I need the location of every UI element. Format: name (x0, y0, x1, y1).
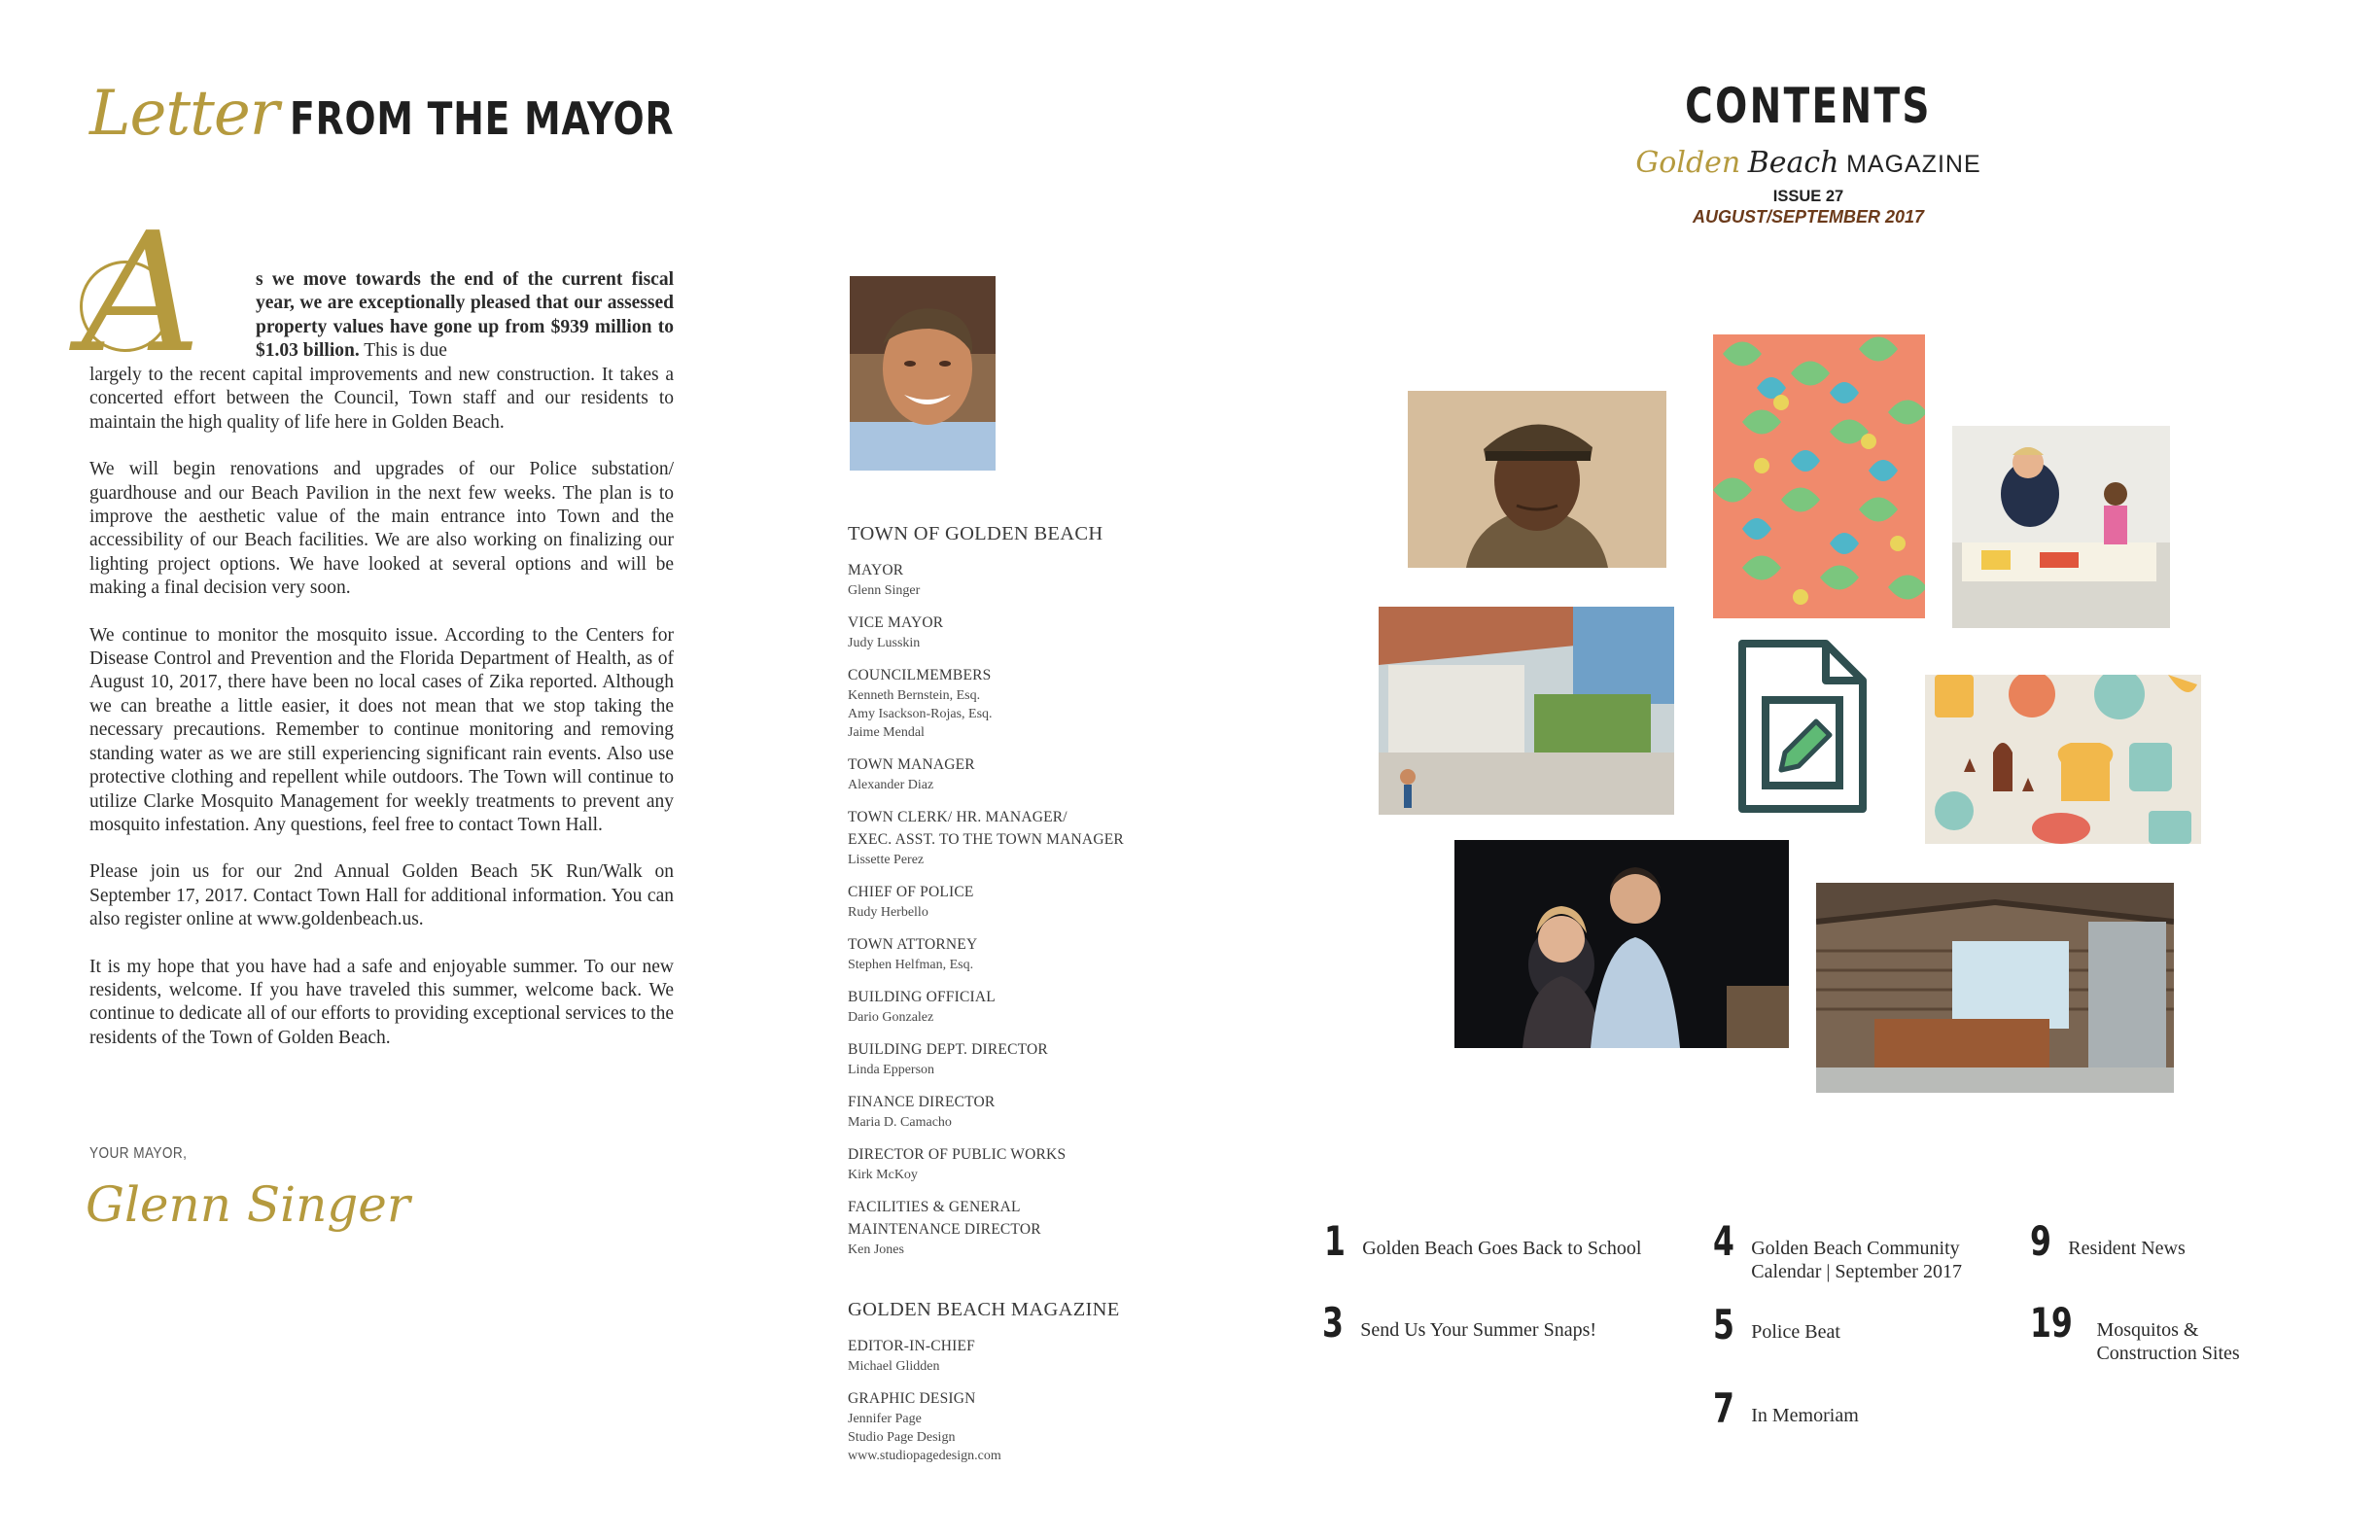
official-role (848, 1038, 1178, 1079)
issue-number: ISSUE 27 (1772, 188, 1844, 205)
role-title: MAYOR (848, 562, 904, 578)
official-role (848, 1196, 1178, 1259)
official-role (848, 933, 1178, 974)
dropcap: A (82, 197, 201, 390)
toc-number: 1 (1324, 1217, 1346, 1265)
school-photo (1952, 426, 2170, 628)
toc-number: 9 (2030, 1217, 2051, 1265)
role-title: FACILITIES & GENERAL MAINTENANCE DIRECTOR (848, 1199, 1041, 1238)
leaf-pattern-image (1713, 334, 1925, 618)
document-edit-icon (1736, 638, 1869, 815)
role-title: TOWN CLERK/ HR. MANAGER/ EXEC. ASST. TO THE TOWN MANAGER (848, 809, 1124, 848)
role-name: Jennifer Page Studio Page Design www.studiopagedesign.com (848, 1412, 1001, 1463)
official-role (848, 612, 1178, 652)
role-title: COUNCILMEMBERS (848, 667, 992, 683)
mayor-photo (850, 276, 996, 471)
toc-number: 7 (1713, 1384, 1734, 1432)
town-officials (848, 523, 1178, 1271)
role-title: FINANCE DIRECTOR (848, 1094, 996, 1110)
official-role (848, 881, 1178, 922)
breakfast-pattern-image (1925, 675, 2201, 844)
town-officials-heading: TOWN OF GOLDEN BEACH (848, 523, 1103, 544)
letter-paragraph: Please join us for our 2nd Annual Golden Beach 5K Run/Walk on September 17, 2017. Contact Town Hall for additional information. You can also register online at www.goldenbeach.us. (89, 861, 674, 930)
toc-item[interactable] (1322, 1299, 1597, 1347)
role-title: CHIEF OF POLICE (848, 884, 974, 900)
letter-paragraph: We will begin renovations and upgrades of our Police substation/ guardhouse and our Beach Pavilion in the next few weeks. The plan is to improve the aesthetic value of the main entrance into Town and the accessibility of our Beach facilities. We are also working on finalizing our lighting project options. We have looked at several options and will be making a final decision very soon. (89, 459, 674, 599)
role-title: TOWN MANAGER (848, 756, 975, 773)
toc-item[interactable] (1713, 1301, 1840, 1348)
toc-item[interactable] (1713, 1384, 1859, 1432)
official-role (848, 559, 1178, 600)
role-title: BUILDING DEPT. DIRECTOR (848, 1041, 1048, 1058)
role-name: Kirk McKoy (848, 1168, 918, 1182)
official-role (848, 806, 1178, 869)
magazine-staff-heading: GOLDEN BEACH MAGAZINE (848, 1299, 1120, 1320)
issue-date: AUGUST/SEPTEMBER 2017 (1692, 207, 1925, 227)
letter-title (89, 78, 759, 150)
logo-golden: Golden (1635, 146, 1741, 180)
role-title: TOWN ATTORNEY (848, 936, 978, 953)
role-name: Alexander Diaz (848, 778, 934, 792)
letter-lead (256, 268, 674, 364)
magazine-logo (1517, 146, 2100, 180)
role-name: Lissette Perez (848, 853, 925, 867)
staff-role (848, 1387, 1178, 1465)
official-role (848, 1091, 1178, 1132)
letter-paragraph: It is my hope that you have had a safe and enjoyable summer. To our new residents, welcome. If you have traveled this summer, welcome back. We continue to dedicate all of our efforts to providing exceptional services to the residents of the Town of Golden Beach. (89, 956, 674, 1048)
toc-item[interactable] (2030, 1217, 2186, 1265)
official-role (848, 986, 1178, 1027)
letter-body (89, 364, 674, 1073)
toc-label: Send Us Your Summer Snaps! (1360, 1319, 1597, 1341)
toc-item[interactable] (1324, 1217, 1642, 1265)
toc-label: Golden Beach Community Calendar | September 2017 (1751, 1238, 1962, 1282)
logo-magazine: MAGAZINE (1846, 151, 1981, 178)
contents-title: CONTENTS (1685, 78, 1932, 134)
staff-role (848, 1335, 1178, 1376)
toc-number: 3 (1322, 1299, 1344, 1347)
toc-label: Police Beat (1751, 1321, 1840, 1343)
role-name: Michael Glidden (848, 1359, 940, 1374)
letter-lead-rest: This is due (359, 340, 447, 362)
role-name: Rudy Herbello (848, 905, 928, 920)
role-name: Stephen Helfman, Esq. (848, 958, 974, 972)
letter-title-heading: FROM THE MAYOR (290, 92, 675, 145)
letter-lead-bold: s we move towards the end of the current fiscal year, we are exceptionally pleased that our assessed property values have gone up from $939 million to $1.03 billion. (256, 269, 674, 362)
official-role (848, 753, 1178, 794)
role-name: Glenn Singer (848, 583, 921, 598)
official-role (848, 1143, 1178, 1184)
toc-label: In Memoriam (1751, 1405, 1859, 1426)
role-title: BUILDING OFFICIAL (848, 989, 996, 1005)
role-name: Kenneth Bernstein, Esq. Amy Isackson-Rojas, Esq. Jaime Mendal (848, 688, 993, 740)
toc-item[interactable] (1713, 1217, 1962, 1283)
toc-number: 4 (1713, 1217, 1734, 1265)
restroom-rendering (1816, 883, 2174, 1093)
magazine-staff (848, 1299, 1178, 1477)
letter-title-script: Letter (89, 78, 279, 150)
role-name: Maria D. Camacho (848, 1115, 952, 1130)
role-name: Dario Gonzalez (848, 1010, 934, 1025)
toc-number: 19 (2030, 1299, 2073, 1347)
logo-beach: Beach (1747, 146, 1839, 180)
memoriam-photo (1408, 391, 1666, 568)
role-title: GRAPHIC DESIGN (848, 1390, 976, 1407)
toc-number: 5 (1713, 1301, 1734, 1348)
letter-signoff: YOUR MAYOR, (89, 1145, 188, 1162)
pavilion-rendering (1379, 607, 1674, 815)
role-name: Judy Lusskin (848, 636, 921, 650)
toc-label: Resident News (2068, 1238, 2186, 1259)
role-name: Ken Jones (848, 1242, 904, 1257)
toc-item[interactable] (2030, 1299, 2240, 1365)
mayor-signature: Glenn Singer (86, 1176, 410, 1233)
letter-paragraph: We continue to monitor the mosquito issue. According to the Centers for Disease Control and Prevention and the Florida Department of Health, as of August 10, 2017, there have been no local cases of Zika reported. Although we can breathe a little easier, it does not mean that we stop taking the necessary precautions. Remember to continue monitoring and removing standing water as we are still experiencing significant rain events. Also use protective clothing and repellent while outdoors. The Town will continue to utilize Clarke Mosquito Management for weekly treatments to prevent any mosquito infestation. Any questions, feel free to contact Town Hall. (89, 624, 674, 835)
role-title: VICE MAYOR (848, 614, 944, 631)
letter-lead-continuation: largely to the recent capital improvements and new construction. It takes a concerted effort between the Council, Town staff and our residents to maintain the high quality of life here in Golden Beach. (89, 365, 674, 433)
toc-label: Mosquitos & Construction Sites (2096, 1319, 2240, 1364)
official-role (848, 664, 1178, 742)
role-title: EDITOR-IN-CHIEF (848, 1338, 976, 1354)
role-name: Linda Epperson (848, 1063, 935, 1077)
residents-photo (1454, 840, 1789, 1048)
role-title: DIRECTOR OF PUBLIC WORKS (848, 1146, 1067, 1163)
toc-label: Golden Beach Goes Back to School (1362, 1238, 1642, 1259)
